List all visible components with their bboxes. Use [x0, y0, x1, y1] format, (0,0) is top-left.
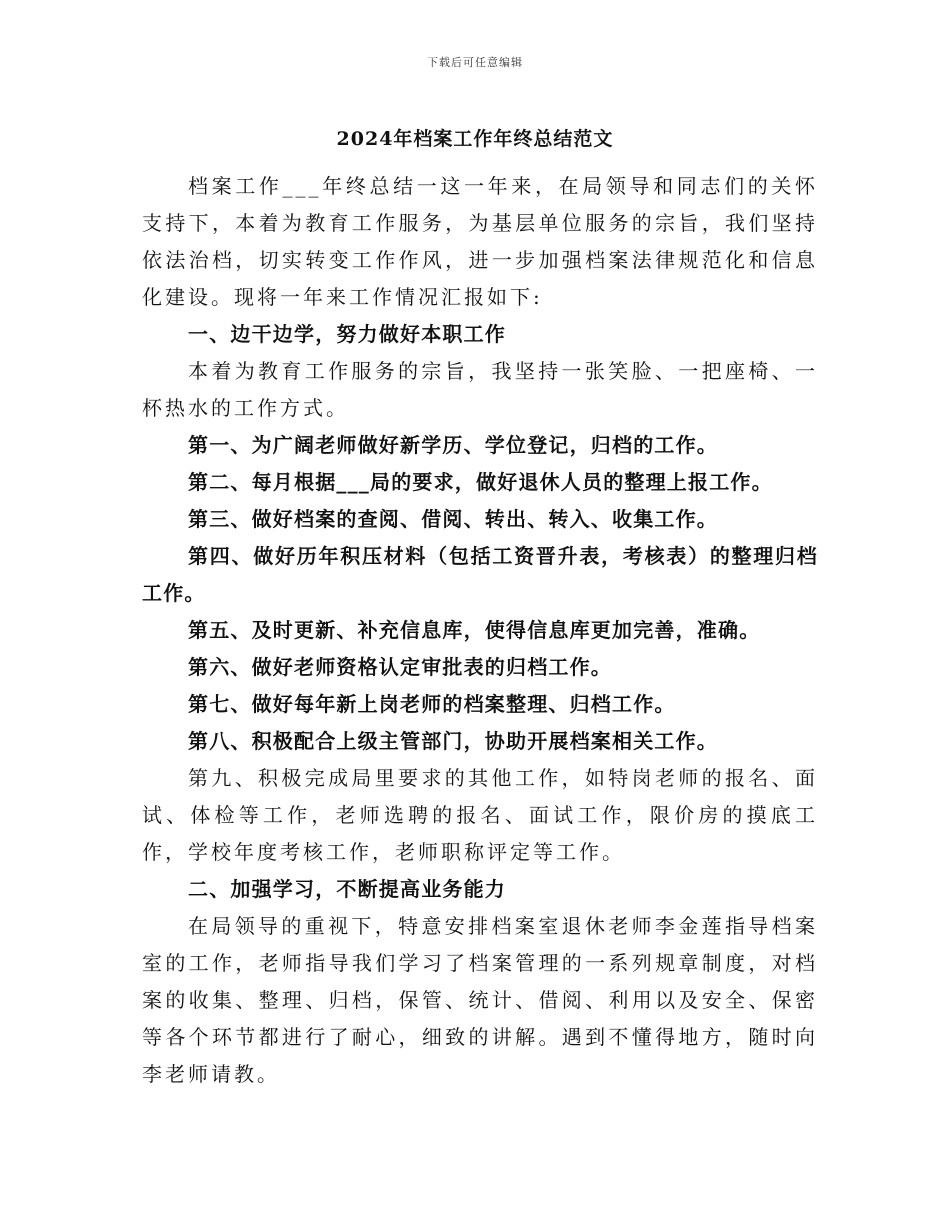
document-title: 2024年档案工作年终总结范文: [336, 128, 614, 150]
work-item-5: 第五、及时更新、补充信息库，使得信息库更加完善，准确。: [188, 618, 761, 642]
work-item-1: 第一、为广阔老师做好新学历、学位登记，归档的工作。: [188, 433, 718, 457]
work-item-3: 第三、做好档案的查阅、借阅、转出、转入、收集工作。: [188, 507, 718, 531]
work-item-8: 第八、积极配合上级主管部门，协助开展档案相关工作。: [188, 729, 718, 753]
section-heading-2: 二、加强学习，不断提高业务能力: [188, 877, 506, 901]
work-item-2: 第二、每月根据___局的要求，做好退休人员的整理上报工作。: [188, 470, 773, 494]
body-paragraph: 在局领导的重视下，特意安排档案室退休老师李金莲指导档案室的工作，老师指导我们学习了档案管理的一系列规章制度，对档案的收集、整理、归档，保管、统计、借阅、利用以及安全、保密等各个环节都进行了耐心，细致的讲解。遇到不懂得地方，随时向李老师请教。: [142, 914, 818, 1086]
work-item-7: 第七、做好每年新上岗老师的档案整理、归档工作。: [188, 692, 676, 716]
intro-paragraph: 档案工作___年终总结一这一年来，在局领导和同志们的关怀支持下，本着为教育工作服务，为基层单位服务的宗旨，我们坚持依法治档，切实转变工作作风，进一步加强档案法律规范化和信息化建设。现将一年来工作情况汇报如下:: [142, 174, 818, 309]
work-item-9: 第九、积极完成局里要求的其他工作，如特岗老师的报名、面试、体检等工作，老师选聘的报名、面试工作，限价房的摸底工作，学校年度考核工作，老师职称评定等工作。: [142, 766, 818, 864]
page-header-note: 下载后可任意编辑: [427, 56, 523, 69]
work-item-4: 第四、做好历年积压材料（包括工资晋升表，考核表）的整理归档工作。: [142, 544, 818, 605]
document-body: [142, 168, 818, 1093]
work-item-6: 第六、做好老师资格认定审批表的归档工作。: [188, 655, 612, 679]
body-paragraph: 本着为教育工作服务的宗旨，我坚持一张笑脸、一把座椅、一杯热水的工作方式。: [142, 359, 818, 420]
section-heading-1: 一、边干边学，努力做好本职工作: [188, 322, 506, 346]
